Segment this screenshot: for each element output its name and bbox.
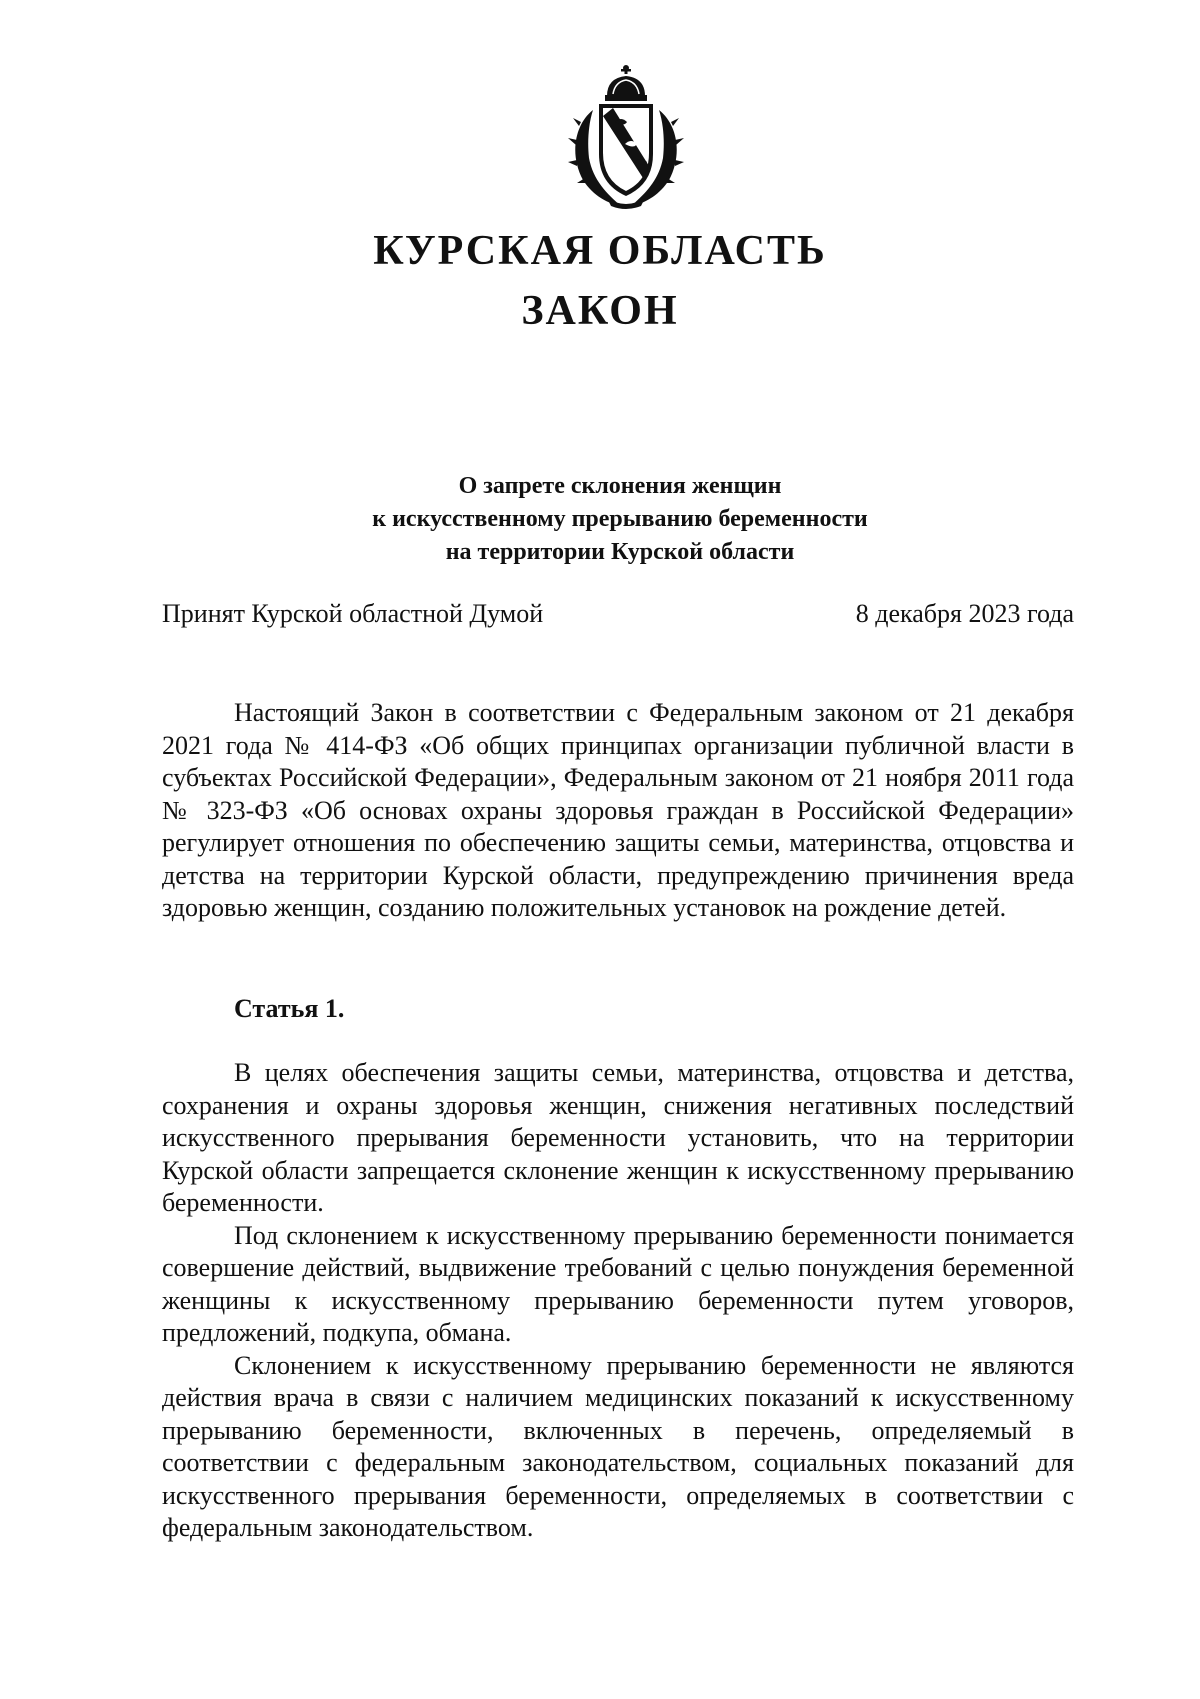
- law-title-line: на территории Курской области: [445, 539, 795, 565]
- preamble-paragraph: Настоящий Закон в соответствии с Федеральным законом от 21 декабря 2021 года № 414-ФЗ «Об общих принципах организации публичной власти в субъектах Российской Федерации», Федеральным законом от 21 ноября 2011 года № 323-ФЗ «Об основах охраны здоровья граждан в Российской Федерации» регулирует отношения по обеспечению защиты семьи, материнства, отцовства и детства на территории Курской области, предупреждению причинения вреда здоровью женщин, созданию положительных установок на рождение детей.: [162, 698, 1074, 922]
- adoption-line: [162, 597, 1074, 631]
- article-paragraph: Под склонением к искусственному прерыванию беременности понимается совершение действий, выдвижение требований с целью понуждения беременной женщины к искусственному прерыванию беременности путем уговоров, предложений, подкупа, обмана.: [162, 1220, 1074, 1347]
- preamble: [162, 697, 1074, 925]
- article-1-body: [162, 1057, 1074, 1545]
- region-title: КУРСКАЯ ОБЛАСТЬ: [373, 228, 827, 274]
- document-type-title: ЗАКОН: [521, 288, 679, 334]
- kursk-coat-of-arms-icon: [563, 62, 689, 210]
- law-title: [160, 470, 1080, 569]
- adoption-date: 8 декабря 2023 года: [855, 599, 1074, 628]
- article-1-heading: Статья 1.: [234, 994, 345, 1023]
- article-paragraph: Склонением к искусственному прерыванию беременности не являются действия врача в связи с наличием медицинских показаний к искусственному прерыванию беременности, включенных в перечень, определяемый в соответствии с федеральным законодательством, социальных показаний для искусственного прерывания беременности, определяемых в соответствии с федеральным законодательством.: [162, 1350, 1074, 1542]
- adopted-by: Принят Курской областной Думой: [162, 599, 544, 628]
- law-title-line: О запрете склонения женщин: [458, 473, 782, 499]
- article-paragraph: В целях обеспечения защиты семьи, материнства, отцовства и детства, сохранения и охраны здоровья женщин, снижения негативных последствий искусственного прерывания беременности установить, что на территории Курской области запрещается склонение женщин к искусственному прерыванию беременности.: [162, 1058, 1074, 1217]
- law-title-line: к искусственному прерыванию беременности: [372, 506, 868, 532]
